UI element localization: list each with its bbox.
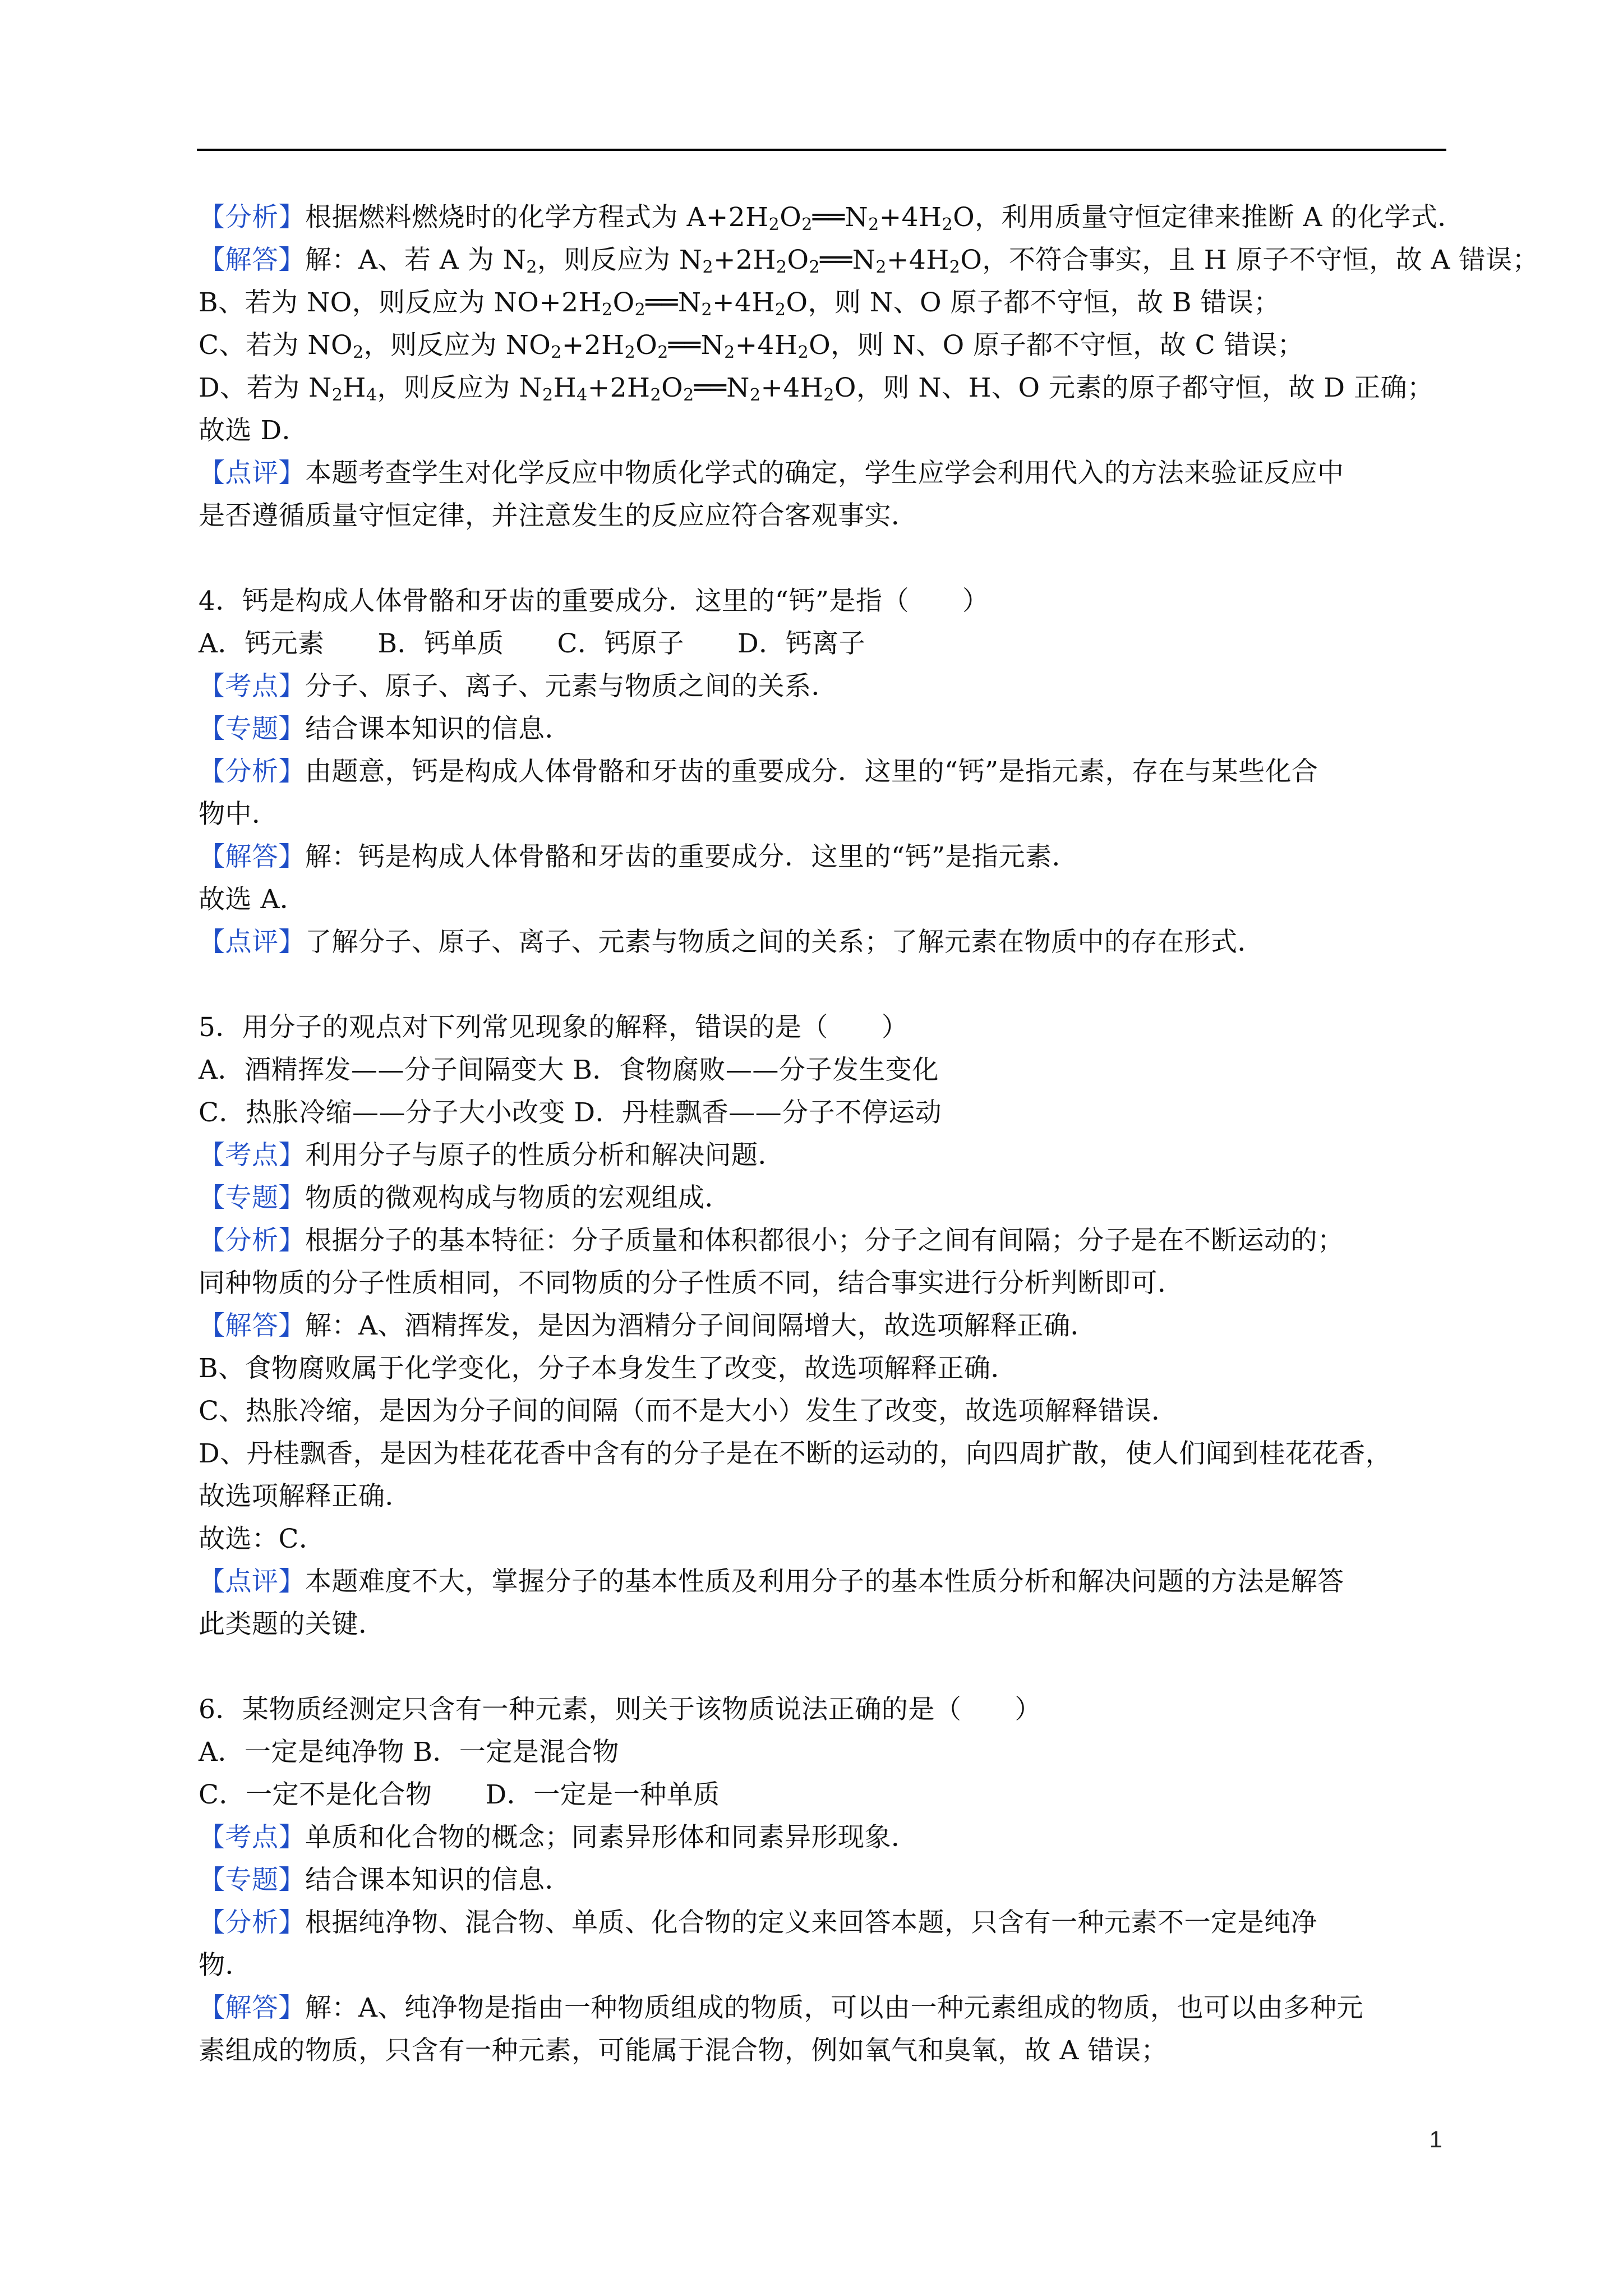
q5-options-1: A．酒精挥发——分子间隔变大 B．食物腐败——分子发生变化 xyxy=(199,1055,939,1085)
q5-options-2: C．热胀冷缩——分子大小改变 D．丹桂飘香——分子不停运动 xyxy=(199,1097,942,1128)
q5-analysis-line-1: 【分析】根据分子的基本特征：分子质量和体积都很小；分子之间有间隔；分子是在不断运动的； xyxy=(199,1225,1344,1256)
answer-tag: 【解答】 xyxy=(199,1310,305,1341)
q6-topic-line: 【专题】结合课本知识的信息． xyxy=(199,1865,571,1895)
q5-comment-line-1: 【点评】本题难度不大，掌握分子的基本性质及利用分子的基本性质分析和解决问题的方法是解答 xyxy=(199,1566,1344,1597)
q6-analysis-line-2: 物． xyxy=(199,1950,252,1981)
answer-tag: 【解答】 xyxy=(199,1993,305,2023)
q5-comment-line-2: 此类题的关键． xyxy=(199,1609,385,1640)
q6-answer-line-2: 素组成的物质，只含有一种元素，可能属于混合物，例如氧气和臭氧，故 A 错误； xyxy=(199,2035,1168,2066)
q6-stem: 6．某物质经测定只含有一种元素，则关于该物质说法正确的是（ ） xyxy=(199,1694,1041,1725)
q6-answer-line-1: 【解答】解：A、纯净物是指由一种物质组成的物质，可以由一种元素组成的物质，也可以由多种元 xyxy=(199,1993,1363,2023)
q3-answer-a-line: 【解答】解：A、若 A 为 $N_2$，则反应为 $N_2+2H_2O_2══N_2+4H_2O$，不符合事实，且 H 原子不守恒，故 A 错误； xyxy=(199,245,1539,277)
topic-tag: 【专题】 xyxy=(199,1865,305,1895)
question-gap xyxy=(199,964,1447,1006)
question-gap xyxy=(199,537,1447,580)
q5-answer-c-line: C、热胀冷缩，是因为分子间的间隔（而不是大小）发生了改变，故选项解释错误． xyxy=(199,1396,1178,1427)
topic-tag: 【专题】 xyxy=(199,1182,305,1213)
topic-tag: 【专题】 xyxy=(199,714,305,744)
comment-tag: 【点评】 xyxy=(199,1566,305,1597)
q6-options-1: A．一定是纯净物 B．一定是混合物 xyxy=(199,1737,619,1768)
q4-analysis-line-2: 物中． xyxy=(199,799,279,830)
question-gap xyxy=(199,1646,1447,1688)
point-tag: 【考点】 xyxy=(199,671,305,702)
q5-point-line: 【考点】利用分子与原子的性质分析和解决问题． xyxy=(199,1140,785,1171)
header-rule xyxy=(197,149,1446,151)
q4-select-line: 故选 A． xyxy=(199,884,307,915)
q4-stem: 4．钙是构成人体骨骼和牙齿的重要成分．这里的“钙”是指（ ） xyxy=(199,586,989,616)
q5-answer-a-line: 【解答】解：A、酒精挥发，是因为酒精分子间间隔增大，故选项解释正确． xyxy=(199,1310,1097,1341)
q5-topic-line: 【专题】物质的微观构成与物质的宏观组成． xyxy=(199,1182,731,1213)
q3-analysis-line: 【分析】根据燃料燃烧时的化学方程式为 $A+2H_2O_2══N_2+4H_2O$，利用质量守恒定律来推断 A 的化学式． xyxy=(199,202,1464,234)
q5-answer-d-line-1: D、丹桂飘香，是因为桂花花香中含有的分子是在不断的运动的，向四周扩散，使人们闻到桂花花香， xyxy=(199,1438,1393,1469)
answer-tag: 【解答】 xyxy=(199,841,305,872)
analysis-tag: 【分析】 xyxy=(199,202,305,233)
q6-analysis-line-1: 【分析】根据纯净物、混合物、单质、化合物的定义来回答本题，只含有一种元素不一定是纯净 xyxy=(199,1907,1317,1938)
q4-topic-line: 【专题】结合课本知识的信息． xyxy=(199,714,571,744)
analysis-tag: 【分析】 xyxy=(199,1907,305,1938)
q5-stem: 5．用分子的观点对下列常见现象的解释，错误的是（ ） xyxy=(199,1012,909,1043)
page-number: 1 xyxy=(1429,2126,1442,2152)
q4-comment-line: 【点评】了解分子、原子、离子、元素与物质之间的关系；了解元素在物质中的存在形式． xyxy=(199,927,1264,958)
q5-select-line: 故选：C． xyxy=(199,1524,326,1554)
q3-select-line: 故选 D． xyxy=(199,415,309,446)
point-tag: 【考点】 xyxy=(199,1822,305,1853)
q4-options: A．钙元素 B．钙单质 C．钙原子 D．钙离子 xyxy=(199,628,866,659)
q6-point-line: 【考点】单质和化合物的概念；同素异形体和同素异形现象． xyxy=(199,1822,918,1853)
q3-comment-line-2: 是否遵循质量守恒定律，并注意发生的反应应符合客观事实． xyxy=(199,500,918,531)
q4-analysis-line-1: 【分析】由题意，钙是构成人体骨骼和牙齿的重要成分．这里的“钙”是指元素，存在与某些化合 xyxy=(199,756,1318,787)
q3-answer-c-line: C、若为 $NO_2$，则反应为 $NO_2+2H_2O_2══N_2+4H_2O$，则 N、O 原子都不守恒，故 C 错误； xyxy=(199,330,1304,362)
comment-tag: 【点评】 xyxy=(199,927,305,958)
analysis-tag: 【分析】 xyxy=(199,1225,305,1256)
comment-tag: 【点评】 xyxy=(199,458,305,489)
q4-answer-line: 【解答】解：钙是构成人体骨骼和牙齿的重要成分．这里的“钙”是指元素． xyxy=(199,841,1079,872)
q6-options-2: C．一定不是化合物 D．一定是一种单质 xyxy=(199,1779,720,1810)
q5-answer-d-line-2: 故选项解释正确． xyxy=(199,1481,412,1512)
page-body xyxy=(199,196,1539,2072)
q5-answer-b-line: B、食物腐败属于化学变化，分子本身发生了改变，故选项解释正确． xyxy=(199,1353,1018,1384)
answer-tag: 【解答】 xyxy=(199,245,305,275)
q5-analysis-line-2: 同种物质的分子性质相同，不同物质的分子性质不同，结合事实进行分析判断即可． xyxy=(199,1268,1184,1299)
analysis-tag: 【分析】 xyxy=(199,756,305,787)
q3-answer-d-line: D、若为 $N_2H_4$，则反应为 $N_2H_4+2H_2O_2══N_2+4H_2O$，则 N、H、O 元素的原子都守恒，故 D 正确； xyxy=(199,372,1434,405)
q3-answer-b-line: B、若为 NO，则反应为 $NO+2H_2O_2══N_2+4H_2O$，则 N、O 原子都不守恒，故 B 错误； xyxy=(199,287,1280,320)
q3-comment-line-1: 【点评】本题考查学生对化学反应中物质化学式的确定，学生应学会利用代入的方法来验证反应中 xyxy=(199,458,1344,489)
q4-point-line: 【考点】分子、原子、离子、元素与物质之间的关系． xyxy=(199,671,838,702)
point-tag: 【考点】 xyxy=(199,1140,305,1171)
